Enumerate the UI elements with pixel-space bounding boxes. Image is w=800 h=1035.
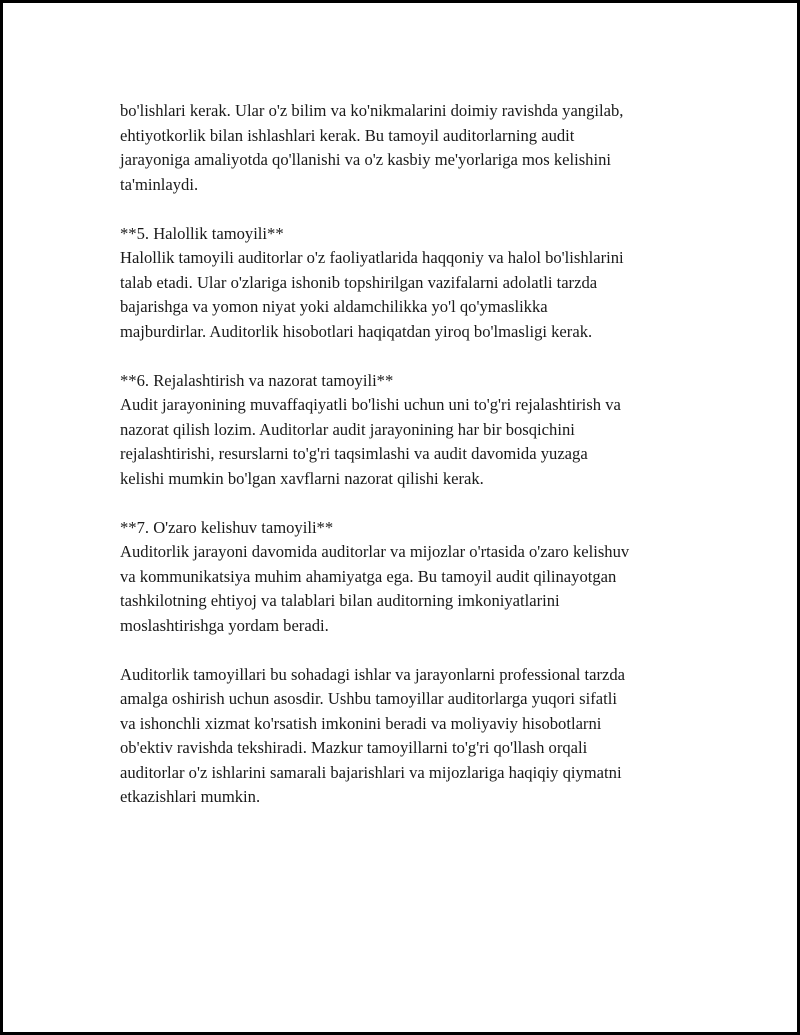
paragraph-line: va kommunikatsiya muhim ahamiyatga ega. Bu tamoyil audit qilinayotgan: [120, 566, 617, 586]
paragraph-line: tashkilotning ehtiyoj va talablari bilan auditorning imkoniyatlarini: [120, 591, 560, 610]
paragraph-line: Auditorlik jarayoni davomida auditorlar va mijozlar o'rtasida o'zaro kelishuv: [120, 542, 630, 561]
paragraph-line: bajarishga va yomon niyat yoki aldamchilikka yo'l qo'ymaslikka: [120, 297, 548, 316]
paragraph-line: jarayoniga amaliyotda qo'llanishi va o'z kasbiy me'yorlariga mos kelishini: [120, 150, 611, 169]
paragraph-line: bo'lishlari kerak. Ular o'z bilim va ko'nikmalarini doimiy ravishda yangilab,: [120, 101, 624, 120]
paragraph-line: ob'ektiv ravishda tekshiradi. Mazkur tamoyillarni to'g'ri qo'llash orqali: [120, 738, 588, 757]
section-heading: **7. O'zaro kelishuv tamoyili**: [120, 517, 334, 537]
section-heading: **5. Halollik tamoyili**: [120, 223, 284, 243]
paragraph-line: Audit jarayonining muvaffaqiyatli bo'lishi uchun uni to'g'ri rejalashtirish va: [120, 395, 621, 414]
paragraph-line: talab etadi. Ular o'zlariga ishonib topshirilgan vazifalarni adolatli tarzda: [120, 272, 598, 292]
paragraph-line: ehtiyotkorlik bilan ishlashlari kerak. Bu tamoyil auditorlarning audit: [120, 125, 575, 145]
document-body: [120, 99, 700, 834]
conclusion-paragraph: [120, 663, 700, 810]
paragraph-line: nazorat qilish lozim. Auditorlar audit jarayonining har bir bosqichini: [120, 419, 575, 439]
paragraph-line: majburdirlar. Auditorlik hisobotlari haqiqatdan yiroq bo'lmasligi kerak.: [120, 321, 593, 341]
paragraph-line: kelishi mumkin bo'lgan xavflarni nazorat qilishi kerak.: [120, 468, 484, 488]
paragraph-line: rejalashtirishi, resurslarni to'g'ri taqsimlashi va audit davomida yuzaga: [120, 444, 588, 463]
paragraph-line: amalga oshirish uchun asosdir. Ushbu tamoyillar auditorlarga yuqori sifatli: [120, 689, 617, 708]
paragraph-line: moslashtirishga yordam beradi.: [120, 615, 329, 635]
paragraph-line: Halollik tamoyili auditorlar o'z faoliyatlarida haqqoniy va halol bo'lishlarini: [120, 248, 624, 267]
section-rejalashtirish: [120, 369, 700, 492]
paragraph-line: va ishonchli xizmat ko'rsatish imkonini beradi va moliyaviy hisobotlarni: [120, 713, 602, 733]
paragraph-line: ta'minlaydi.: [120, 174, 199, 194]
section-ozaro-kelishuv: [120, 516, 700, 639]
paragraph-line: etkazishlari mumkin.: [120, 787, 261, 806]
section-heading: **6. Rejalashtirish va nazorat tamoyili**: [120, 370, 394, 390]
paragraph-line: Auditorlik tamoyillari bu sohadagi ishlar va jarayonlarni professional tarzda: [120, 664, 626, 684]
section-halollik: [120, 222, 700, 345]
intro-paragraph: [120, 99, 700, 197]
paragraph-line: auditorlar o'z ishlarini samarali bajarishlari va mijozlariga haqiqiy qiymatni: [120, 762, 622, 782]
